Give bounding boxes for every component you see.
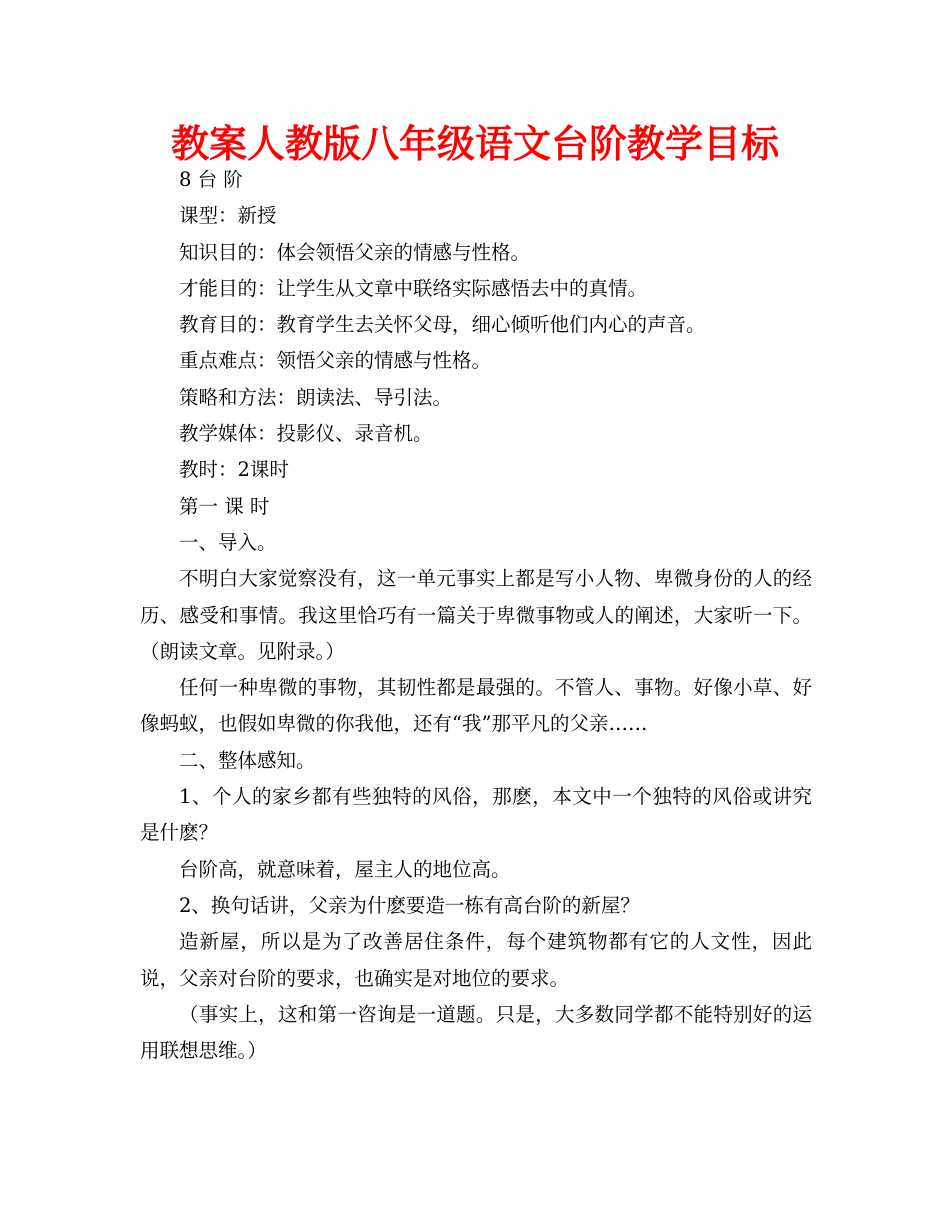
paragraph-methods: 策略和方法：朗读法、导引法。	[179, 385, 453, 409]
heading-lesson: 8 台 阶	[179, 168, 243, 191]
document-body	[140, 162, 812, 1069]
heading-overall-perception: 二、整体感知。	[179, 748, 316, 772]
paragraph-answer-2: 造新屋，所以是为了改善居住条件，每个建筑物都有它的人文性，因此说，父亲对台阶的要求，也确实是对地位的要求。	[140, 930, 812, 990]
heading-introduction: 一、导入。	[179, 530, 277, 554]
paragraph-lesson-type: 课型：新授	[179, 204, 277, 228]
paragraph-class-hours: 教时：2课时	[179, 458, 289, 482]
paragraph-answer-1: 台阶高，就意味着，屋主人的地位高。	[179, 857, 511, 881]
paragraph-key-points: 重点难点：领悟父亲的情感与性格。	[179, 349, 492, 373]
paragraph-question-2: 2、换句话讲，父亲为什麽要造一栋有高台阶的新屋？	[179, 893, 640, 917]
paragraph-ability-goal: 才能目的：让学生从文章中联络实际感悟去中的真情。	[179, 276, 648, 300]
paragraph-education-goal: 教育目的：教育学生去关怀父母，细心倾听他们内心的声音。	[179, 313, 706, 337]
paragraph-question-1: 1、个人的家乡都有些独特的风俗，那麽，本文中一个独特的风俗或讲究是什麽？	[140, 785, 812, 845]
paragraph-humble-things: 任何一种卑微的事物，其韧性都是最强的。不管人、事物。好像小草、好像蚂蚁，也假如卑微的你我他，还有“我”那平凡的父亲……	[140, 676, 812, 736]
document-title: 教案人教版八年级语文台阶教学目标	[170, 122, 779, 166]
paragraph-knowledge-goal: 知识目的：体会领悟父亲的情感与性格。	[179, 240, 531, 264]
paragraph-note: （事实上，这和第一咨询是一道题。只是，大多数同学都不能特别好的运用联想思维。）	[140, 1002, 812, 1063]
paragraph-introduction-text: 不明白大家觉察没有，这一单元事实上都是写小人物、卑微身份的人的经历、感受和事情。我这里恰巧有一篇关于卑微事物或人的阐述，大家听一下。（朗读文章。见附录。）	[140, 567, 812, 663]
heading-first-period: 第一 课 时	[179, 494, 270, 518]
paragraph-media: 教学媒体：投影仪、录音机。	[179, 422, 433, 446]
